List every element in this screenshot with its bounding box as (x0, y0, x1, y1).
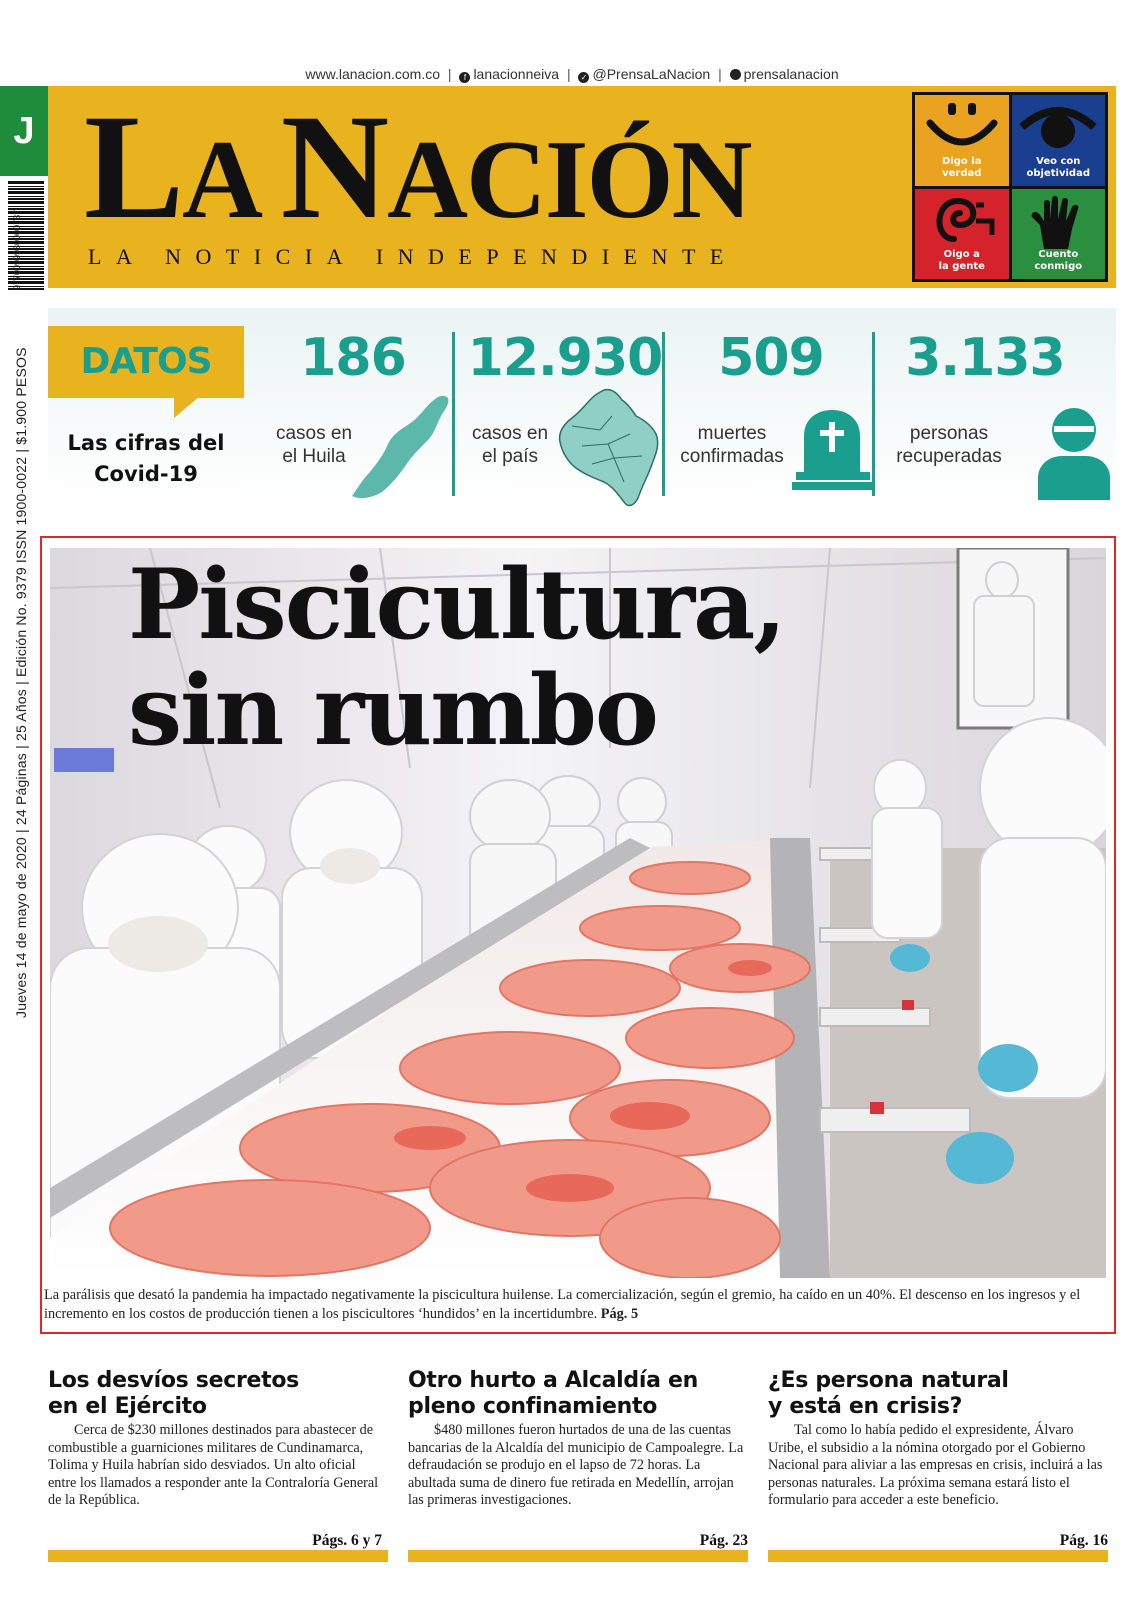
stat-label-line: casos en (275, 423, 353, 444)
value-label: la gente (938, 261, 985, 272)
logo-letter: L (84, 84, 183, 250)
values-grid (912, 92, 1108, 282)
stat-value: 3.133 (905, 328, 1065, 388)
story-title-line: ¿Es persona natural (768, 1368, 1009, 1393)
colombia-map-icon (552, 386, 664, 510)
stat-huila-cases (248, 328, 458, 498)
value-label: Veo con (1036, 155, 1081, 167)
story-title-line: Otro hurto a Alcaldía en (408, 1368, 698, 1393)
value-label: Oigo a (943, 249, 980, 260)
story-title-line: Los desvíos secretos (48, 1368, 299, 1393)
huila-map-icon (348, 392, 458, 502)
logo-letters: ACIÓN (387, 118, 751, 242)
edition-letter-badge: J (0, 86, 48, 176)
person-icon (1036, 408, 1112, 500)
story-title (48, 1368, 382, 1420)
masthead-slogan: LA NOTICIA INDEPENDIENTE (88, 244, 738, 269)
twitter-link[interactable]: @PrensaLaNacion (592, 66, 711, 82)
tombstone-icon (790, 406, 876, 490)
value-label: Cuento (1038, 249, 1079, 260)
story-divider-bar (48, 1550, 388, 1562)
value-label: objetividad (1026, 167, 1090, 179)
story-body: Tal como lo había pedido el expresidente, Álvaro Uribe, el subsidio a la nómina otorgado por el Gobierno Nacional para aliviar a las empresas en crisis, incluirá a las personas naturales. La próxima semana estará listo el formulario para acceder a este beneficio. (768, 1422, 1103, 1508)
datos-label: DATOS (80, 341, 212, 382)
main-page-ref[interactable]: Pág. 5 (600, 1306, 639, 1322)
stat-label (890, 422, 1008, 468)
stat-label-line: muertes (697, 423, 767, 444)
facebook-link[interactable]: lanacionneiva (473, 66, 560, 82)
main-headline-line: sin rumbo (128, 654, 657, 767)
stat-divider (872, 332, 875, 496)
stat-country-cases (460, 328, 670, 498)
story-body: $480 millones fueron hurtados de una de las cuentas bancarias de la Alcaldía del municipio de Campoalegre. La defraudación se produjo en el lapso de 72 horas. La abultada suma de dinero fue retirada en Medellín, arrojan las primeras investigaciones. (408, 1422, 744, 1508)
covid-subtitle-line: Covid-19 (94, 462, 198, 486)
eye-icon (1018, 101, 1098, 153)
story-alcaldia[interactable] (408, 1368, 748, 1549)
smile-icon (924, 101, 1000, 153)
stat-value: 186 (300, 328, 406, 388)
stat-recovered (880, 328, 1116, 498)
story-title-line: en el Ejército (48, 1394, 207, 1419)
separator: | (718, 66, 722, 82)
value-cell-objetividad (1012, 95, 1106, 186)
separator: | (566, 66, 571, 82)
story-divider-bar (768, 1550, 1108, 1562)
stat-label-line: confirmadas (680, 446, 784, 467)
story-page-ref[interactable]: Pág. 16 (1059, 1532, 1108, 1549)
datos-badge-tail (174, 396, 200, 418)
stat-label-line: casos en (471, 423, 549, 444)
story-title-line: pleno confinamiento (408, 1394, 658, 1419)
stat-divider (662, 332, 665, 496)
main-caption (44, 1286, 1110, 1324)
story-page-ref[interactable]: Págs. 6 y 7 (312, 1532, 382, 1549)
separator: | (447, 66, 452, 82)
story-page-ref[interactable]: Pág. 23 (699, 1532, 748, 1549)
covid-data-band (48, 308, 1116, 500)
website-link[interactable]: www.lanacion.com.co (305, 66, 441, 82)
value-label: Digo la (942, 155, 982, 167)
value-cell-gente (915, 189, 1009, 280)
main-headline[interactable] (128, 548, 785, 767)
covid-subtitle-line: Las cifras del (67, 431, 225, 455)
story-divider-bar (408, 1550, 748, 1562)
value-label: verdad (942, 167, 982, 179)
stat-label (672, 422, 792, 468)
social-links-line (0, 66, 1144, 83)
stat-value: 12.930 (467, 328, 663, 388)
stat-label-line: recuperadas (896, 446, 1002, 467)
story-title (408, 1368, 748, 1420)
instagram-link[interactable]: prensalanacion (743, 66, 839, 82)
main-caption-text: La parálisis que desató la pandemia ha impactado negativamente la piscicultura huilense. La comercialización, según el gremio, ha caído en un 40%. El descenso en los ingresos y el incremento en los costos de producción tienen a los piscicultores ‘hundidos’ en la incertidumbre. (44, 1287, 1081, 1322)
story-title (768, 1368, 1108, 1420)
datos-badge (48, 326, 244, 398)
value-cell-verdad (915, 95, 1009, 186)
hand-icon (1028, 195, 1088, 251)
main-headline-line: Piscicultura, (128, 548, 785, 661)
logo-letter: N (280, 84, 388, 250)
twitter-icon: ✓ (578, 72, 589, 83)
facebook-icon: f (459, 72, 470, 83)
logo-letters: A (182, 118, 281, 242)
stat-label-line: personas (909, 423, 989, 444)
newspaper-logo[interactable] (84, 84, 751, 255)
barcode-number: 9770099930000787 (12, 209, 22, 290)
stat-deaths (666, 328, 876, 498)
story-body: Cerca de $230 millones destinados para abastecer de combustible a guarniciones militares de Cundinamarca, Tolima y Huila habrían sido desviados. Un alto oficial entre los llamados a responder ante la Contraloría General de la República. (48, 1422, 379, 1508)
stat-value: 509 (718, 328, 824, 388)
story-ejercito[interactable] (48, 1368, 382, 1549)
ear-icon (924, 195, 1000, 247)
value-label: conmigo (1034, 261, 1083, 272)
stat-divider (452, 332, 455, 496)
stat-label-line: el Huila (282, 446, 346, 467)
value-cell-conmigo (1012, 189, 1106, 280)
story-title-line: y está en crisis? (768, 1394, 963, 1419)
stat-label-line: el país (482, 446, 538, 467)
covid-subtitle (48, 428, 244, 490)
masthead (48, 86, 1116, 288)
stat-label (460, 422, 560, 468)
story-persona-natural[interactable] (768, 1368, 1108, 1549)
edition-info-vertical: Jueves 14 de mayo de 2020 | 24 Páginas | 25 Años | Edición No. 9379 ISSN 1900-0022 | $1.900 PESOS (13, 347, 29, 1018)
instagram-icon (730, 69, 741, 80)
